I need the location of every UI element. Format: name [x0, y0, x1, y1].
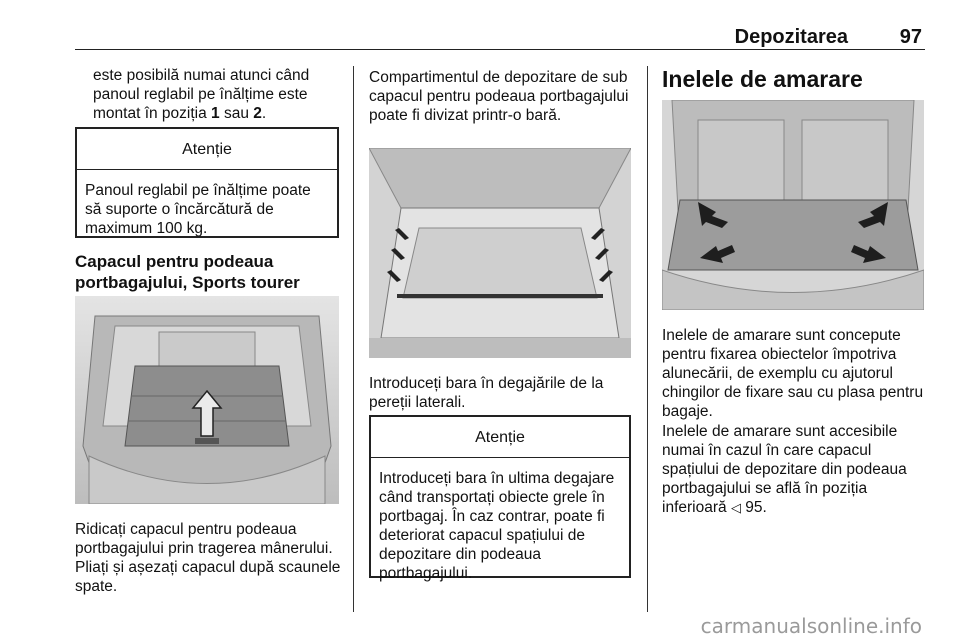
lashing-eyes-image: [662, 100, 924, 310]
col1-intro: este posibilă numai atunci când panoul reglabil pe înălțime este montat în poziția 1 sau 2.: [93, 67, 310, 122]
section-title-floor-cover: Capacul pentru podeaua portbagajului, Sports tourer: [75, 252, 300, 292]
page-ref-icon: ◁: [730, 501, 741, 516]
column-divider-2: [647, 66, 648, 612]
column-divider-1: [353, 66, 354, 612]
col2-intro: Compartimentul de depozitare de sub capacul pentru podeaua portbagajului poate fi divizat printr-o bară.: [369, 69, 629, 124]
storage-divider-bar-image: [369, 148, 631, 358]
page-ref-number: 95.: [745, 499, 767, 516]
section-title-lashing-eyes: Inelele de amarare: [662, 66, 863, 92]
col3-para2: Inelele de amarare sunt accesibile numai în cazul în care capacul spațiului de depozitare din podeaua portbagajului se află în poziția inferioară ◁ 95.: [662, 423, 907, 516]
warning-box-bar: [369, 415, 631, 582]
page-number: 97: [899, 26, 922, 48]
header-rule: [75, 49, 925, 50]
warning-text: Panoul reglabil pe înălțime poate să suporte o încărcătură de maximum 100 kg.: [85, 182, 311, 237]
warning-box-panel: [75, 127, 339, 238]
col3-para1: Inelele de amarare sunt concepute pentru fixarea obiectelor împotriva alunecării, de exemplu cu ajutorul chingilor de fixare sau cu plasa pentru bagaje.: [662, 327, 924, 420]
warning-heading: Atenție: [371, 417, 629, 458]
running-header-title: Depozitarea: [734, 26, 848, 48]
trunk-floor-cover-image: [75, 296, 339, 504]
col1-caption: Ridicați capacul pentru podeaua portbagajului prin tragerea mânerului. Pliați și așezați capacul după scaunele spate.: [75, 521, 341, 595]
warning-text: Introduceți bara în ultima degajare când transportați obiecte grele în portbagaj. În caz contrar, poate fi deteriorat capacul spațiului de depozitare din podeaua portbagajului.: [379, 470, 615, 582]
col2-caption: Introduceți bara în degajările de la pereții laterali.: [369, 375, 604, 411]
warning-heading: Atenție: [77, 129, 337, 170]
watermark: carmanualsonline.info: [700, 614, 922, 638]
